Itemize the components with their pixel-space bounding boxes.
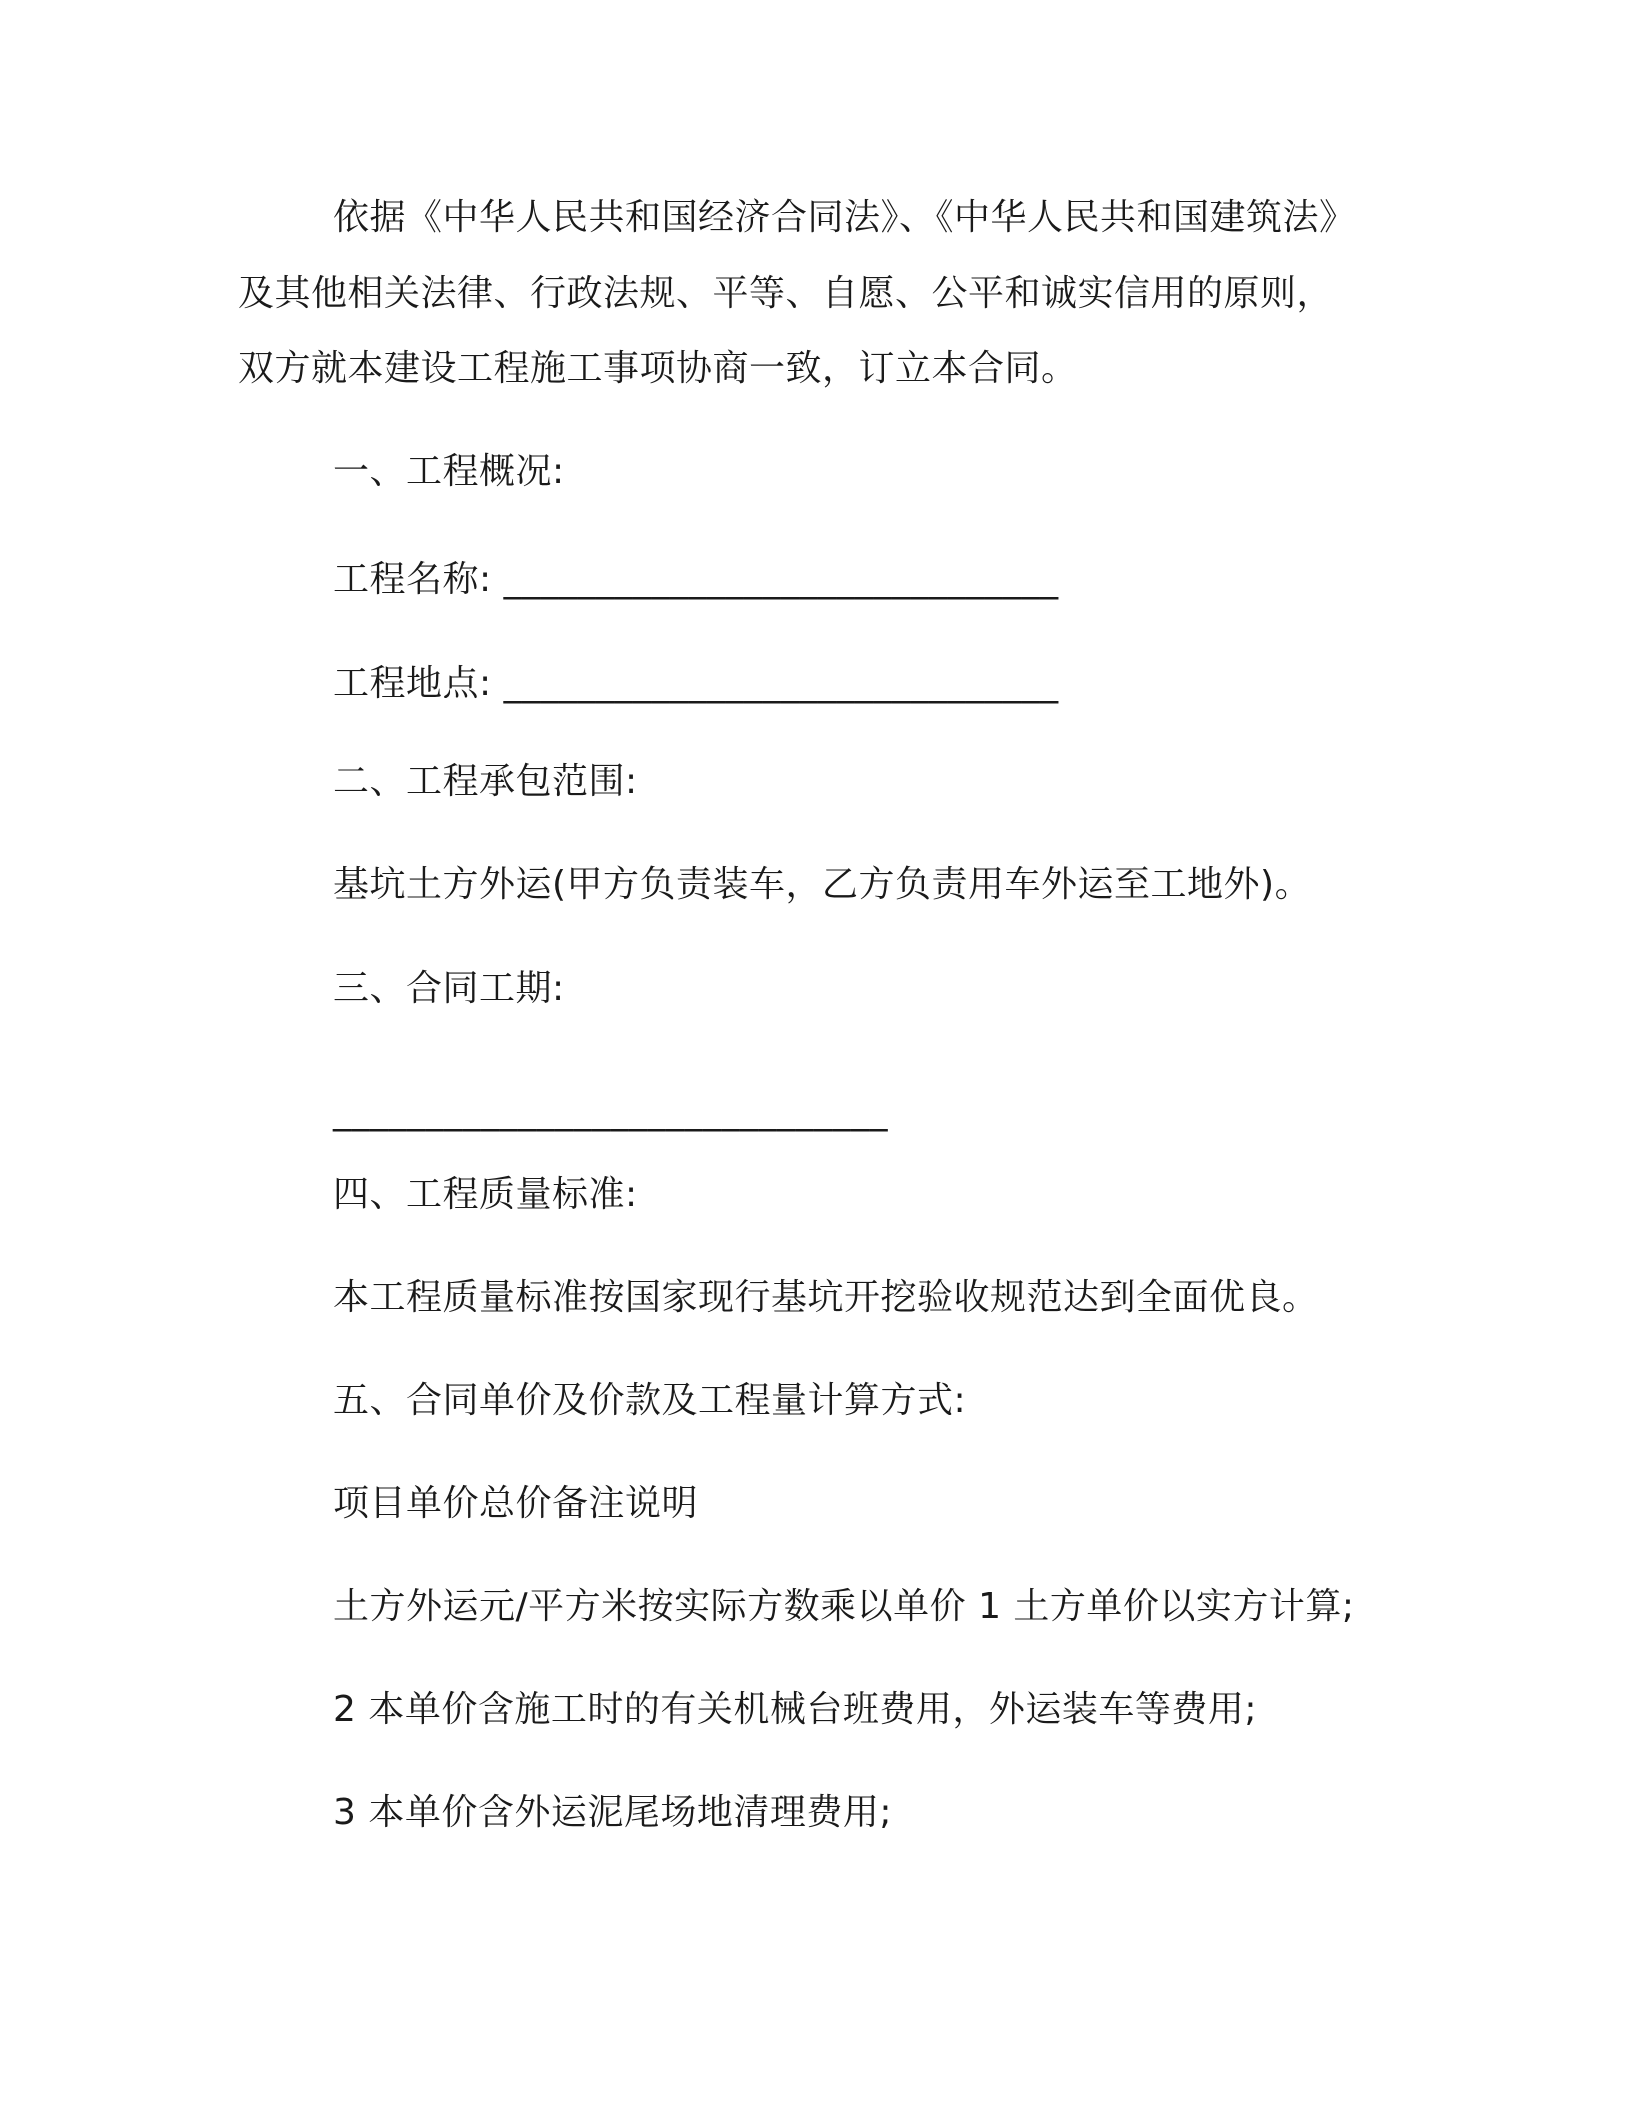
project-name-field: 工程名称: ______________________________ — [333, 559, 1059, 600]
section-3-heading: 三、合同工期: — [333, 968, 565, 1009]
section-5-row-1: 土方外运元/平方米按实际方数乘以单价 1 土方单价以实方计算; — [333, 1586, 1355, 1627]
section-1-heading: 一、工程概况: — [333, 451, 565, 492]
section-5-note-2: 2 本单价含施工时的有关机械台班费用，外运装车等费用; — [333, 1689, 1257, 1730]
section-4-content: 本工程质量标准按国家现行基坑开挖验收规范达到全面优良。 — [333, 1277, 1319, 1318]
section-5-note-3: 3 本单价含外运泥尾场地清理费用; — [333, 1792, 892, 1833]
section-5-heading: 五、合同单价及价款及工程量计算方式: — [333, 1380, 967, 1421]
section-2-heading: 二、工程承包范围: — [333, 761, 638, 802]
section-5-table-header: 项目单价总价备注说明 — [333, 1483, 699, 1524]
intro-line-1: 依据《中华人民共和国经济合同法》、《中华人民共和国建筑法》 — [333, 197, 1356, 238]
intro-line-3: 双方就本建设工程施工事项协商一致，订立本合同。 — [238, 348, 1078, 389]
section-2-content: 基坑土方外运(甲方负责装车，乙方负责用车外运至工地外)。 — [333, 864, 1312, 905]
intro-line-2: 及其他相关法律、行政法规、平等、自愿、公平和诚实信用的原则， — [238, 273, 1334, 314]
project-location-field: 工程地点: ______________________________ — [333, 663, 1059, 704]
section-4-heading: 四、工程质量标准: — [333, 1174, 638, 1215]
section-3-blank: ______________________________ — [333, 1091, 888, 1132]
